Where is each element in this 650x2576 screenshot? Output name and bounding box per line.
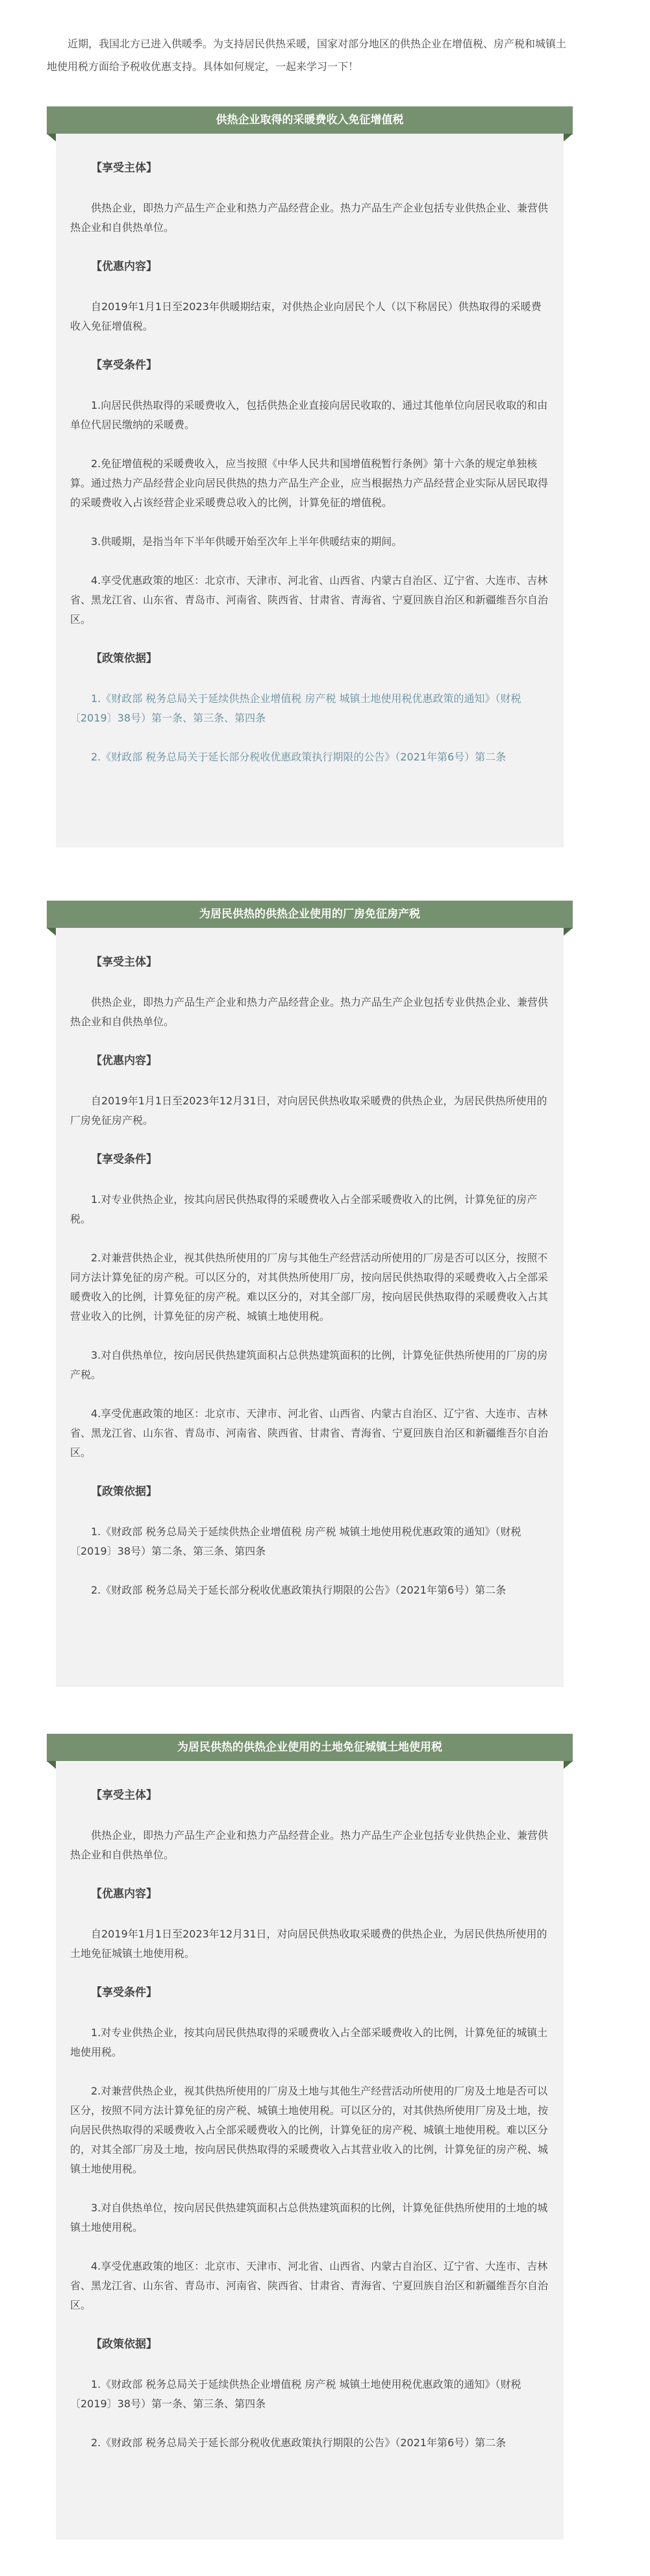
heading-conditions: 【享受条件】: [91, 1153, 157, 1166]
ribbon-fold-right: [564, 1761, 573, 1769]
ribbon-fold-left: [47, 928, 56, 936]
condition-1: 1.向居民供热取得的采暖费收入，包括供热企业直接向居民收取的、通过其他单位向居民收取的和由单位代居民缴纳的采暖费。: [70, 399, 548, 431]
policy-basis-1: 1.《财政部 税务总局关于延续供热企业增值税 房产税 城镇土地使用税优惠政策的通知》（财税〔2019〕38号）第一条、第三条、第四条: [70, 2378, 521, 2410]
intro-paragraph: 近期，我国北方已进入供暖季。为支持居民供热采暖，国家对部分地区的供热企业在增值税、房产税和城镇土地使用税方面给予税收优惠支持。具体如何规定，一起来学习一下！: [47, 38, 567, 73]
heading-basis: 【政策依据】: [91, 2338, 157, 2351]
ribbon-fold-right: [564, 134, 573, 141]
paragraph-benefit: 自2019年1月1日至2023年供暖期结束，对供热企业向居民个人（以下称居民）供热取得的采暖费收入免征增值税。: [70, 300, 542, 332]
policy-link-2[interactable]: 2.《财政部 税务总局关于延长部分税收优惠政策执行期限的公告》（2021年第6号）第二条: [91, 751, 506, 763]
condition-4: 4.享受优惠政策的地区：北京市、天津市、河北省、山西省、内蒙古自治区、辽宁省、大连市、吉林省、黑龙江省、山东省、青岛市、河南省、陕西省、甘肃省、青海省、宁夏回族自治区和新疆维吾尔自治区。: [70, 574, 549, 626]
heading-beneficiary: 【享受主体】: [91, 1789, 157, 1802]
paragraph-beneficiary: 供热企业，即热力产品生产企业和热力产品经营企业。热力产品生产企业包括专业供热企业、兼营供热企业和自供热单位。: [70, 996, 549, 1028]
section-title: 为居民供热的供热企业使用的厂房免征房产税: [199, 908, 420, 921]
heading-benefit: 【优惠内容】: [91, 260, 157, 273]
heading-beneficiary: 【享受主体】: [91, 956, 157, 969]
condition-1: 1.对专业供热企业，按其向居民供热取得的采暖费收入占全部采暖费收入的比例，计算免征的房产税。: [70, 1193, 538, 1225]
section-title: 为居民供热的供热企业使用的土地免征城镇土地使用税: [177, 1741, 442, 1754]
condition-3: 3.对自供热单位，按向居民供热建筑面积占总供热建筑面积的比例，计算免征供热所使用的土地的城镇土地使用税。: [70, 2202, 548, 2233]
condition-3: 3.对自供热单位，按向居民供热建筑面积占总供热建筑面积的比例，计算免征供热所使用的厂房的房产税。: [70, 1349, 548, 1381]
ribbon-fold-right: [564, 928, 573, 936]
section-box-property-tax: [56, 928, 564, 1687]
heading-benefit: 【优惠内容】: [91, 1054, 157, 1067]
paragraph-benefit: 自2019年1月1日至2023年12月31日，对向居民供热收取采暖费的供热企业，为居民供热所使用的厂房免征房产税。: [70, 1095, 547, 1126]
section-box-vat: [56, 134, 564, 847]
paragraph-benefit: 自2019年1月1日至2023年12月31日，对向居民供热收取采暖费的供热企业，为居民供热所使用的土地免征城镇土地使用税。: [70, 1928, 547, 1960]
heading-basis: 【政策依据】: [91, 1485, 157, 1498]
policy-basis-1: 1.《财政部 税务总局关于延续供热企业增值税 房产税 城镇土地使用税优惠政策的通知》（财税〔2019〕38号）第二条、第三条、第四条: [70, 1525, 521, 1557]
section-header-property-tax: [47, 901, 573, 928]
section-title: 供热企业取得的采暖费收入免征增值税: [216, 114, 404, 127]
condition-4: 4.享受优惠政策的地区：北京市、天津市、河北省、山西省、内蒙古自治区、辽宁省、大连市、吉林省、黑龙江省、山东省、青岛市、河南省、陕西省、甘肃省、青海省、宁夏回族自治区和新疆维吾尔自治区。: [70, 1407, 549, 1459]
condition-3: 3.供暖期，是指当年下半年供暖开始至次年上半年供暖结束的期间。: [91, 535, 403, 548]
policy-basis-2: 2.《财政部 税务总局关于延长部分税收优惠政策执行期限的公告》（2021年第6号）第二条: [91, 2436, 506, 2449]
paragraph-beneficiary: 供热企业，即热力产品生产企业和热力产品经营企业。热力产品生产企业包括专业供热企业、兼营供热企业和自供热单位。: [70, 202, 549, 234]
section-box-land-tax: [56, 1761, 564, 2540]
section-header-vat: [47, 106, 573, 134]
ribbon-fold-left: [47, 1761, 56, 1769]
heading-conditions: 【享受条件】: [91, 359, 157, 372]
section-header-land-tax: [47, 1734, 573, 1761]
condition-2: 2.对兼营供热企业，视其供热所使用的厂房与其他生产经营活动所使用的厂房是否可以区分，按照不同方法计算免征的房产税。可以区分的，对其供热所使用厂房，按向居民供热取得的采暖费收入占全部采暖费收入的比例，计算免征的房产税。难以区分的，对其全部厂房，按向居民供热取得的采暖费收入占其营业收入的比例，计算免征的房产税、城镇土地使用税。: [70, 1252, 549, 1322]
condition-2: 2.对兼营供热企业，视其供热所使用的厂房及土地与其他生产经营活动所使用的厂房及土地是否可以区分，按照不同方法计算免征的房产税、城镇土地使用税。可以区分的，对其供热所使用厂房及土地，按向居民供热取得的采暖费收入占全部采暖费收入的比例，计算免征的房产税、城镇土地使用税。难以区分的，对其全部厂房及土地，按向居民供热取得的采暖费收入占其营业收入的比例，计算免征的房产税、城镇土地使用税。: [70, 2085, 549, 2175]
heading-beneficiary: 【享受主体】: [91, 162, 157, 175]
policy-link-1[interactable]: 1.《财政部 税务总局关于延续供热企业增值税 房产税 城镇土地使用税优惠政策的通知》（财税〔2019〕38号）第一条、第三条、第四条: [70, 692, 521, 724]
heading-basis: 【政策依据】: [91, 652, 157, 665]
ribbon-fold-left: [47, 134, 56, 141]
condition-4: 4.享受优惠政策的地区：北京市、天津市、河北省、山西省、内蒙古自治区、辽宁省、大连市、吉林省、黑龙江省、山东省、青岛市、河南省、陕西省、甘肃省、青海省、宁夏回族自治区和新疆维吾尔自治区。: [70, 2260, 549, 2311]
policy-basis-2: 2.《财政部 税务总局关于延长部分税收优惠政策执行期限的公告》（2021年第6号）第二条: [91, 1584, 506, 1596]
heading-conditions: 【享受条件】: [91, 1986, 157, 1999]
condition-2: 2.免征增值税的采暖费收入，应当按照《中华人民共和国增值税暂行条例》第十六条的规定单独核算。通过热力产品经营企业向居民供热的热力产品生产企业，应当根据热力产品经营企业实际从居民取得的采暖费收入占该经营企业采暖费总收入的比例，计算免征的增值税。: [70, 457, 549, 509]
heading-benefit: 【优惠内容】: [91, 1888, 157, 1901]
paragraph-beneficiary: 供热企业，即热力产品生产企业和热力产品经营企业。热力产品生产企业包括专业供热企业、兼营供热企业和自供热单位。: [70, 1829, 549, 1861]
condition-1: 1.对专业供热企业，按其向居民供热取得的采暖费收入占全部采暖费收入的比例，计算免征的城镇土地使用税。: [70, 2026, 548, 2058]
